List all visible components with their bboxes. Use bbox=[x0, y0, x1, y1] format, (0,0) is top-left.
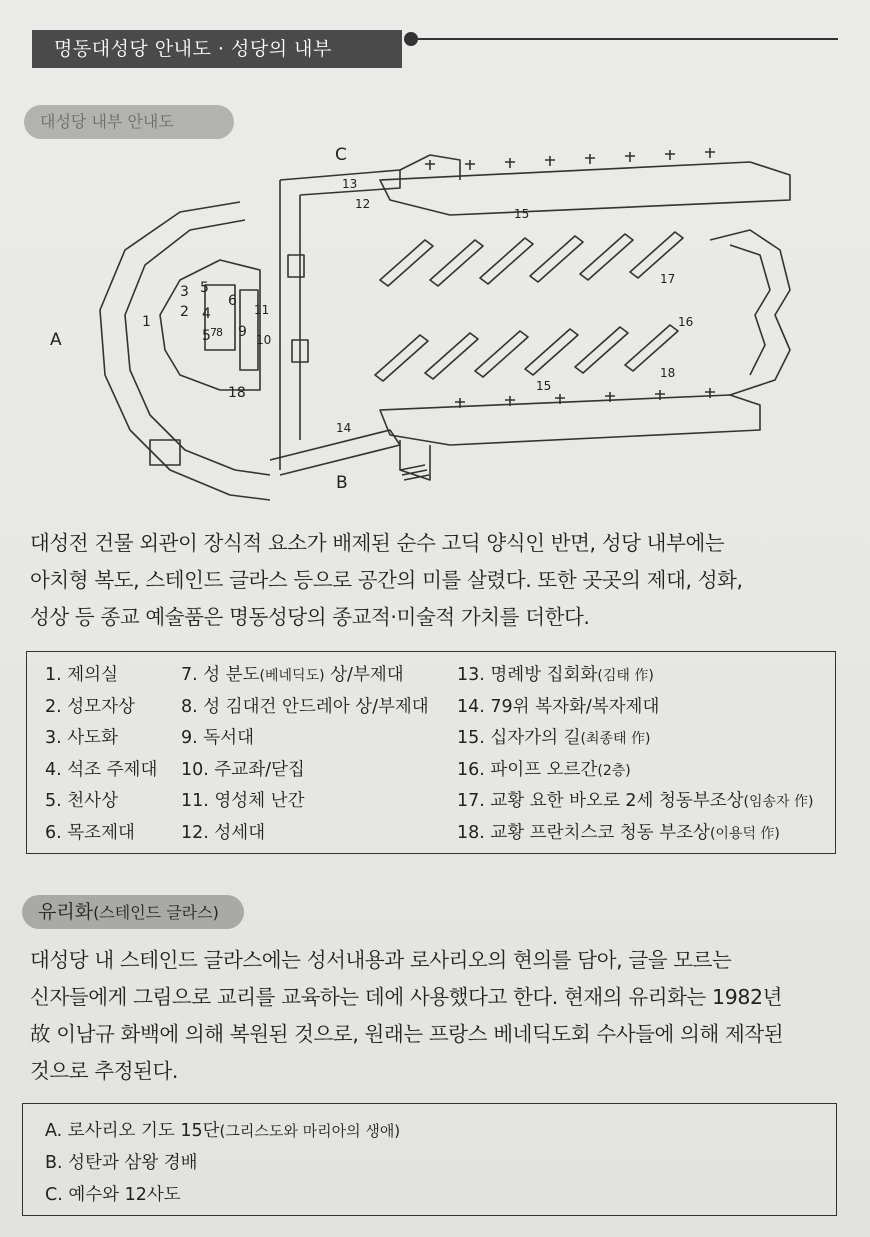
legend-item: 1. 제의실 bbox=[45, 665, 118, 685]
intro-line: 아치형 복도, 스테인드 글라스 등으로 공간의 미를 살렸다. 또한 곳곳의 제대, 성화, bbox=[30, 568, 743, 592]
header-rule bbox=[408, 38, 838, 40]
legend-column-2 bbox=[181, 660, 429, 849]
plan-num-3: 3 bbox=[180, 284, 189, 300]
intro-paragraph bbox=[30, 525, 830, 636]
plan-num-5a: 5 bbox=[200, 280, 209, 296]
stained-glass-label: 유리화(스테인드 글라스) bbox=[22, 895, 244, 929]
plan-section-label: 대성당 내부 안내도 bbox=[24, 105, 234, 139]
page-title: 명동대성당 안내도 · 성당의 내부 bbox=[32, 30, 402, 68]
legend-item: 2. 성모자상 bbox=[45, 696, 135, 717]
legend-item: 13. 명례방 집회화(김태 作) bbox=[457, 665, 654, 685]
legend-column-1 bbox=[45, 660, 157, 849]
plan-num-18b: 18 bbox=[660, 366, 676, 380]
legend-column-3 bbox=[457, 660, 814, 849]
plan-label-c: C bbox=[335, 145, 347, 165]
plan-num-12: 12 bbox=[355, 197, 371, 211]
legend-item: 18. 교황 프란치스코 청동 부조상(이용덕 作) bbox=[457, 822, 780, 843]
stained-glass-line: 신자들에게 그림으로 교리를 교육하는 데에 사용했다고 한다. 현재의 유리화는 1982년 bbox=[30, 985, 783, 1009]
stained-glass-line: 故 이남규 화백에 의해 복원된 것으로, 원래는 프랑스 베네딕도회 수사들에 의해 제작된 bbox=[30, 1022, 784, 1046]
plan-num-4: 4 bbox=[202, 306, 211, 322]
plan-label-b: B bbox=[336, 473, 348, 493]
plan-label-a: A bbox=[50, 330, 62, 350]
plan-num-2: 2 bbox=[180, 304, 189, 320]
plan-num-11: 11 bbox=[254, 303, 270, 317]
legend-item: 4. 석조 주제대 bbox=[45, 759, 158, 780]
stained-glass-line: 대성당 내 스테인드 글라스에는 성서내용과 로사리오의 현의를 담아, 글을 모르는 bbox=[30, 948, 732, 972]
legend-item: 11. 영성체 난간 bbox=[181, 791, 305, 811]
legend-item: 15. 십자가의 길(최종태 作) bbox=[457, 728, 651, 748]
stained-glass-line: 것으로 추정된다. bbox=[30, 1059, 179, 1083]
plan-num-5b: 5 bbox=[202, 328, 211, 344]
plan-num-9: 9 bbox=[238, 324, 247, 340]
legend-item: 9. 독서대 bbox=[181, 728, 254, 748]
plan-num-8: 8 bbox=[216, 326, 223, 339]
legend-item: 8. 성 김대건 안드레아 상/부제대 bbox=[181, 696, 429, 717]
legend-item: 10. 주교좌/닫집 bbox=[181, 759, 305, 780]
stained-glass-list bbox=[22, 1103, 837, 1216]
legend-item: 3. 사도화 bbox=[45, 728, 118, 748]
plan-num-7: 7 bbox=[210, 326, 217, 339]
plan-num-14: 14 bbox=[336, 421, 352, 435]
stained-glass-item: B. 성탄과 삼왕 경배 bbox=[45, 1153, 198, 1173]
legend-item: 17. 교황 요한 바오로 2세 청동부조상(임송자 作) bbox=[457, 791, 814, 811]
plan-num-16: 16 bbox=[678, 315, 694, 329]
plan-num-13: 13 bbox=[342, 177, 358, 191]
legend-box bbox=[26, 651, 836, 854]
stained-glass-item: A. 로사리오 기도 15단(그리스도와 마리아의 생애) bbox=[45, 1121, 401, 1141]
stained-glass-paragraph bbox=[30, 942, 830, 1090]
legend-item: 6. 목조제대 bbox=[45, 822, 135, 843]
intro-line: 대성전 건물 외관이 장식적 요소가 배제된 순수 고딕 양식인 반면, 성당 내부에는 bbox=[30, 531, 725, 555]
plan-num-17: 17 bbox=[660, 272, 676, 286]
legend-item: 5. 천사상 bbox=[45, 791, 118, 811]
plan-num-6: 6 bbox=[228, 293, 237, 309]
stained-glass-item: C. 예수와 12사도 bbox=[45, 1185, 181, 1205]
legend-item: 16. 파이프 오르간(2층) bbox=[457, 759, 631, 780]
plan-num-10: 10 bbox=[256, 333, 272, 347]
plan-num-15b: 15 bbox=[536, 379, 552, 393]
legend-item: 14. 79위 복자화/복자제대 bbox=[457, 696, 660, 717]
legend-item: 12. 성세대 bbox=[181, 822, 266, 843]
legend-item: 7. 성 분도(베네딕도) 상/부제대 bbox=[181, 665, 404, 685]
cathedral-floor-plan bbox=[30, 140, 820, 510]
plan-num-15a: 15 bbox=[514, 207, 530, 221]
plan-num-18a: 18 bbox=[228, 385, 246, 401]
plan-num-1: 1 bbox=[142, 314, 151, 330]
intro-line: 성상 등 종교 예술품은 명동성당의 종교적·미술적 가치를 더한다. bbox=[30, 605, 590, 629]
